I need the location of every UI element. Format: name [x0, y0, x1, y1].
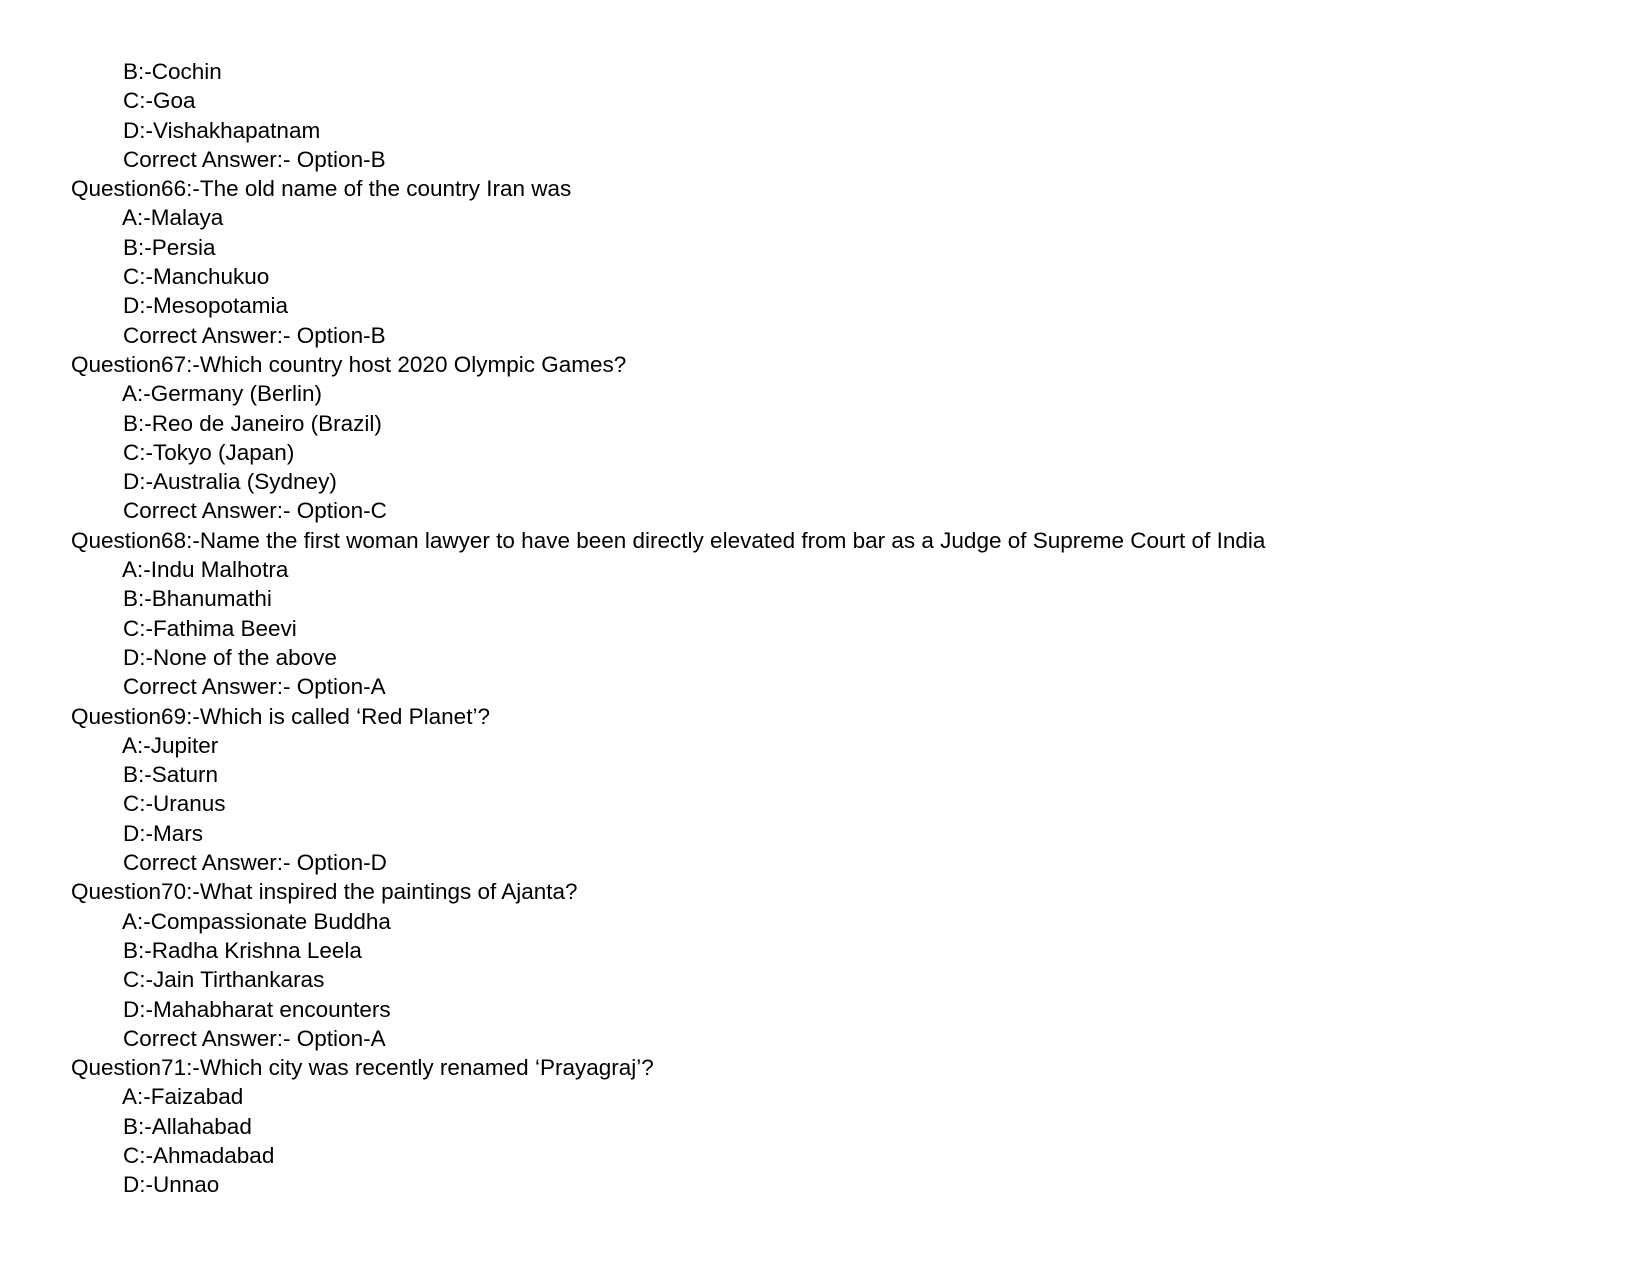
option-d: D:-None of the above: [123, 644, 337, 670]
question-69: Question69:-Which is called ‘Red Planet’?: [71, 703, 490, 729]
option-d: D:-Mars: [123, 820, 203, 846]
option-c: C:-Tokyo (Japan): [123, 439, 295, 465]
option-b: B:-Saturn: [123, 762, 219, 788]
correct-answer: Correct Answer:- Option-B: [123, 322, 386, 348]
option-c: C:-Goa: [123, 88, 196, 114]
option-a: A:-Malaya: [122, 205, 224, 231]
option-a: A:-Indu Malhotra: [122, 557, 289, 583]
correct-answer: Correct Answer:- Option-A: [123, 1025, 386, 1051]
correct-answer: Correct Answer:- Option-C: [123, 498, 387, 524]
question-66: Question66:-The old name of the country Iran was: [71, 176, 572, 202]
option-c: C:-Uranus: [123, 791, 226, 817]
option-a: A:-Compassionate Buddha: [122, 908, 391, 934]
correct-answer: Correct Answer:- Option-A: [123, 674, 386, 700]
question-70: Question70:-What inspired the paintings of Ajanta?: [71, 879, 578, 905]
question-68: Question68:-Name the first woman lawyer to have been directly elevated from bar as a Judge of Supreme Court of India: [71, 527, 1266, 553]
option-c: C:-Manchukuo: [123, 264, 270, 290]
option-b: B:-Cochin: [123, 59, 222, 84]
option-a: A:-Jupiter: [122, 732, 219, 758]
option-a: A:-Germany (Berlin): [122, 381, 323, 407]
option-b: B:-Allahabad: [123, 1113, 252, 1139]
question-67: Question67:-Which country host 2020 Olympic Games?: [71, 351, 627, 377]
option-b: B:-Radha Krishna Leela: [123, 937, 362, 963]
option-d: D:-Mahabharat encounters: [123, 996, 391, 1022]
option-b: B:-Reo de Janeiro (Brazil): [123, 410, 382, 436]
option-a: A:-Faizabad: [122, 1084, 244, 1110]
option-b: B:-Persia: [123, 234, 216, 260]
correct-answer: Correct Answer:- Option-B: [123, 146, 386, 172]
option-c: C:-Jain Tirthankaras: [123, 967, 325, 993]
option-b: B:-Bhanumathi: [123, 586, 272, 612]
option-d: D:-Mesopotamia: [123, 293, 289, 319]
option-d: D:-Unnao: [123, 1172, 220, 1198]
option-c: C:-Fathima Beevi: [123, 615, 297, 641]
document-page: [0, 57, 1652, 1200]
question-71: Question71:-Which city was recently renamed ‘Prayagraj’?: [71, 1055, 654, 1081]
option-c: C:-Ahmadabad: [123, 1142, 275, 1168]
option-d: D:-Vishakhapatnam: [123, 117, 321, 143]
correct-answer: Correct Answer:- Option-D: [123, 850, 387, 876]
option-d: D:-Australia (Sydney): [123, 469, 337, 495]
